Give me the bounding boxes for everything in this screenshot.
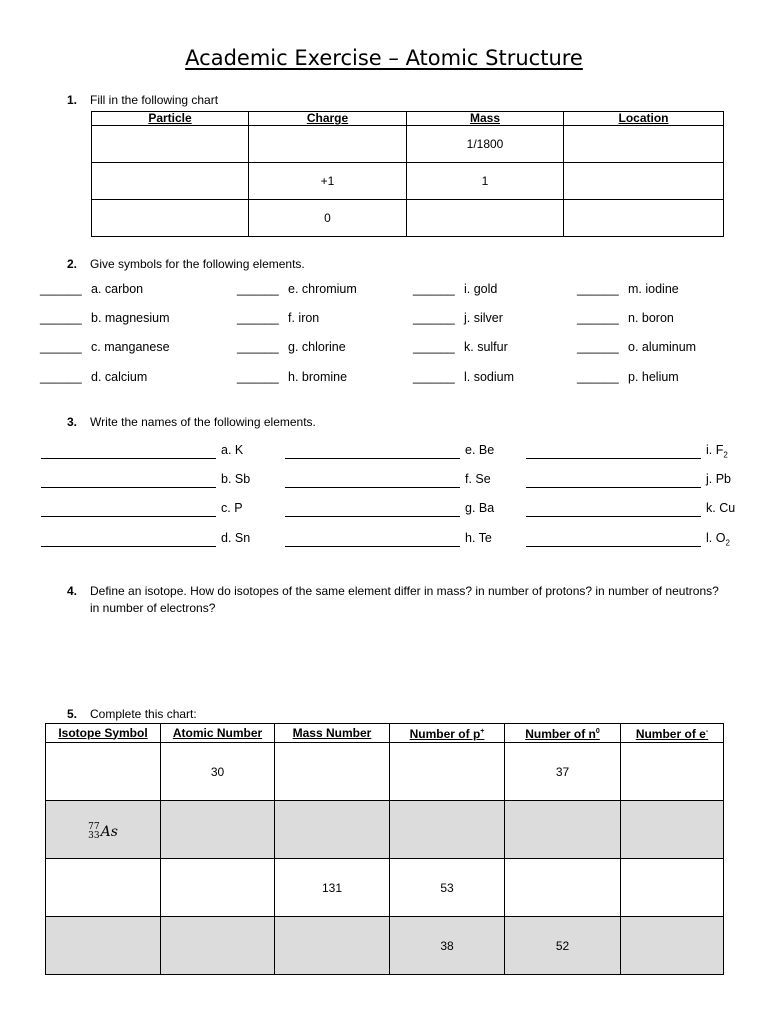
element-symbol-prompt: b. Sb [221, 472, 251, 486]
answer-line[interactable] [285, 546, 460, 547]
table-row [46, 801, 724, 859]
table-cell[interactable] [46, 743, 161, 801]
answer-blank[interactable]: ______ [577, 282, 619, 296]
element-prompt: a. carbon [91, 282, 144, 296]
element-prompt: i. gold [464, 282, 498, 296]
answer-blank[interactable]: ______ [237, 340, 279, 354]
table-cell: 131 [275, 859, 390, 917]
table-cell[interactable] [275, 917, 390, 975]
table-cell[interactable] [564, 126, 724, 163]
element-prompt: n. boron [628, 311, 674, 325]
table-cell[interactable] [161, 859, 275, 917]
table-cell: 0 [249, 200, 407, 237]
table-cell[interactable] [92, 126, 249, 163]
answer-line[interactable] [41, 487, 216, 488]
table-cell[interactable] [92, 200, 249, 237]
table-row [46, 917, 724, 975]
element-prompt: h. bromine [288, 370, 348, 384]
table-row [46, 859, 724, 917]
element-prompt: p. helium [628, 370, 679, 384]
header-atomic-number: Atomic Number [161, 724, 275, 743]
q3-prompt: Write the names of the following elements. [90, 415, 316, 429]
isotope-chart [45, 723, 724, 975]
header-isotope-symbol: Isotope Symbol [46, 724, 161, 743]
table-row [92, 126, 724, 163]
header-charge: Charge [249, 112, 407, 126]
table-row [92, 163, 724, 200]
element-prompt: g. chlorine [288, 340, 346, 354]
table-cell[interactable] [92, 163, 249, 200]
table-cell[interactable] [390, 743, 505, 801]
answer-blank[interactable]: ______ [413, 370, 455, 384]
q4-prompt: Define an isotope. How do isotopes of the same element differ in mass? in number of protons? in number of neutrons? in number of electrons? [90, 584, 719, 615]
header-protons: Number of p+ [390, 724, 505, 743]
page-title: Academic Exercise – Atomic Structure [185, 46, 583, 70]
answer-blank[interactable]: ______ [577, 370, 619, 384]
q5-prompt: Complete this chart: [90, 707, 197, 721]
answer-line[interactable] [41, 516, 216, 517]
table-cell[interactable] [505, 801, 621, 859]
table-cell[interactable] [564, 200, 724, 237]
table-cell: 53 [390, 859, 505, 917]
answer-blank[interactable]: ______ [577, 311, 619, 325]
isotope-symbol: 77 33 As [88, 822, 118, 841]
subscript: 2 [723, 450, 728, 460]
table-cell[interactable] [390, 801, 505, 859]
q4-number: 4. [67, 584, 78, 598]
table-cell[interactable] [249, 126, 407, 163]
header-electrons: Number of e- [621, 724, 724, 743]
answer-blank[interactable]: ______ [40, 370, 82, 384]
table-cell[interactable] [275, 801, 390, 859]
element-symbol-prompt: g. Ba [465, 501, 495, 515]
element-symbol-prompt: l. $O_2$ [706, 531, 730, 548]
answer-line[interactable] [526, 458, 701, 459]
q2-prompt: Give symbols for the following elements. [90, 257, 305, 271]
table-cell: 1/1800 [407, 126, 564, 163]
table-header-row [46, 724, 724, 743]
element-symbol-prompt: k. Cu [706, 501, 736, 515]
q1-prompt: Fill in the following chart [90, 93, 219, 107]
answer-line[interactable] [285, 516, 460, 517]
header-location: Location [564, 112, 724, 126]
element-prompt: l. sodium [464, 370, 515, 384]
element-prompt: o. aluminum [628, 340, 697, 354]
table-cell: 38 [390, 917, 505, 975]
table-cell: 1 [407, 163, 564, 200]
element-symbol-prompt: a. K [221, 443, 244, 457]
answer-line[interactable] [526, 546, 701, 547]
table-cell[interactable] [407, 200, 564, 237]
answer-blank[interactable]: ______ [237, 311, 279, 325]
answer-blank[interactable]: ______ [413, 340, 455, 354]
answer-line[interactable] [285, 487, 460, 488]
element-prompt: c. manganese [91, 340, 170, 354]
table-cell[interactable] [46, 917, 161, 975]
table-cell[interactable] [505, 859, 621, 917]
answer-line[interactable] [41, 458, 216, 459]
answer-blank[interactable]: ______ [40, 340, 82, 354]
element-prompt: k. sulfur [464, 340, 508, 354]
element-symbol-prompt: e. Be [465, 443, 495, 457]
table-cell[interactable] [621, 917, 724, 975]
table-cell[interactable] [621, 859, 724, 917]
header-neutrons: Number of $n^0$ [505, 724, 621, 743]
element-symbol-prompt: i. $F_2$ [706, 443, 728, 460]
element-prompt: e. chromium [288, 282, 357, 296]
table-cell[interactable] [621, 801, 724, 859]
table-row [92, 200, 724, 237]
q2-number: 2. [67, 257, 78, 271]
answer-blank[interactable]: ______ [40, 311, 82, 325]
element-symbol-prompt: c. P [221, 501, 243, 515]
element-symbol-prompt: d. Sn [221, 531, 251, 545]
table-cell: 30 [161, 743, 275, 801]
q3-number: 3. [67, 415, 78, 429]
answer-blank[interactable]: ______ [413, 311, 455, 325]
element-symbol-prompt: f. Se [465, 472, 491, 486]
isotope-symbol-cell [46, 801, 161, 859]
q5-number: 5. [67, 707, 78, 721]
table-row [46, 743, 724, 801]
element-symbol-prompt: h. Te [465, 531, 492, 545]
q1-number: 1. [67, 93, 78, 107]
answer-line[interactable] [41, 546, 216, 547]
table-cell[interactable] [161, 917, 275, 975]
element-prompt: b. magnesium [91, 311, 170, 325]
answer-line[interactable] [285, 458, 460, 459]
element-prompt: j. silver [464, 311, 503, 325]
header-mass-number: Mass Number [275, 724, 390, 743]
header-mass: Mass [407, 112, 564, 126]
subscript: 2 [725, 538, 730, 548]
answer-line[interactable] [526, 487, 701, 488]
table-cell[interactable] [564, 163, 724, 200]
element-prompt: f. iron [288, 311, 320, 325]
element-symbol-prompt: j. Pb [706, 472, 732, 486]
answer-blank[interactable]: ______ [237, 282, 279, 296]
table-cell[interactable] [621, 743, 724, 801]
element-prompt: d. calcium [91, 370, 148, 384]
table-cell: +1 [249, 163, 407, 200]
table-cell[interactable] [275, 743, 390, 801]
header-particle: Particle [92, 112, 249, 126]
table-cell: 52 [505, 917, 621, 975]
answer-line[interactable] [526, 516, 701, 517]
answer-blank[interactable]: ______ [40, 282, 82, 296]
table-cell[interactable] [46, 859, 161, 917]
answer-blank[interactable]: ______ [237, 370, 279, 384]
table-header-row [92, 112, 724, 126]
element-prompt: m. iodine [628, 282, 679, 296]
particle-chart [91, 111, 724, 237]
answer-blank[interactable]: ______ [577, 340, 619, 354]
table-cell[interactable] [161, 801, 275, 859]
answer-blank[interactable]: ______ [413, 282, 455, 296]
table-cell: 37 [505, 743, 621, 801]
